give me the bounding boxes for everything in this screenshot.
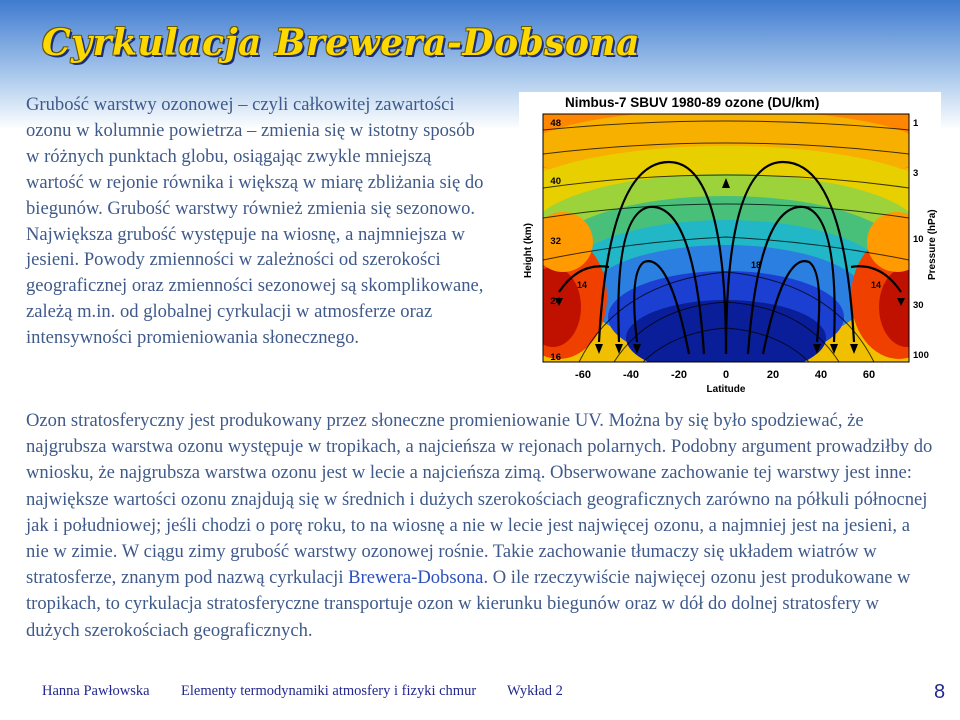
- height-tick: 48: [550, 118, 561, 129]
- ozone-figure: [519, 92, 941, 396]
- ozone-contour-plot: [519, 92, 941, 396]
- pressure-tick: 10: [913, 234, 924, 245]
- pressure-tick: 100: [913, 350, 929, 361]
- latitude-axis-label: Latitude: [706, 384, 746, 395]
- page-number: 8: [934, 681, 946, 703]
- latitude-tick: 0: [722, 369, 730, 381]
- pressure-tick: 3: [913, 168, 919, 179]
- latitude-tick: -60: [575, 369, 591, 381]
- brewer-dobson-highlight: Brewera-Dobsona: [348, 567, 484, 589]
- latitude-tick: -20: [671, 369, 687, 381]
- footer-course: Elementy termodynamiki atmosfery i fizyki chmur: [181, 683, 477, 699]
- contour-label: 14: [577, 280, 588, 290]
- contour-label: 14: [871, 280, 882, 290]
- latitude-tick: 20: [766, 369, 780, 381]
- footer-lecture: Wykład 2: [507, 683, 563, 699]
- latitude-tick: -40: [623, 369, 639, 381]
- intro-paragraph: Grubość warstwy ozonowej – czyli całkowitej zawartości ozonu w kolumnie powietrza – zmienia się w istotny sposób w różnych punktach globu, osiągając zwykle mniejszą wartość w rejonie równika i większą w miarę zbliżania się do biegunów. Grubość warstwy również zmienia się sezonowo. Największa grubość występuje na wiosnę, a najmniejsza w jesieni. Powody zmienności w zależności od szerokości geograficznej oraz zmienności sezonowej są skomplikowane, zależą m.in. od globalnej cyrkulacji w atmosferze oraz intensywności promieniowania słonecznego.: [26, 94, 484, 349]
- body-text-pre: Ozon stratosferyczny jest produkowany przez słoneczne promieniowanie UV. Można by się było spodziewać, że najgrubsza warstwa ozonu występuje w tropikach, a najcieńsza w rejonach polarnych. Podobny argument prowadziłby do wniosku, że najgrubsza warstwa ozonu jest w lecie a najcieńsza zimą. Obserwowane zachowanie tej warstwy jest inne: największe wartości ozonu znajdują się w średnich i dużych szerokościach geograficznych zarówno na półkuli północnej jak i południowej; jeśli chodzi o porę roku, to na wiosnę a nie w lecie jest najwięcej ozonu, a najmniej jest na jesieni, a nie w zimie. W ciągu zimy grubość warstwy ozonowej rośnie. Takie zachowanie tłumaczy się układem wiatrów w stratosferze, znanym pod nazwą cyrkulacji: [26, 410, 933, 589]
- height-tick: 40: [550, 176, 561, 187]
- pressure-tick: 1: [913, 118, 919, 129]
- height-tick: 32: [550, 236, 561, 247]
- contour-field: [519, 96, 941, 376]
- height-axis-label: Height (km): [523, 223, 534, 278]
- latitude-tick: 40: [814, 369, 828, 381]
- figure-title: Nimbus-7 SBUV 1980-89 ozone (DU/km): [565, 95, 820, 110]
- latitude-tick: 60: [862, 369, 876, 381]
- contour-label: 18: [751, 260, 762, 270]
- body-paragraph: [26, 408, 936, 644]
- pressure-axis-label: Pressure (hPa): [927, 209, 938, 280]
- height-tick: 24: [550, 296, 561, 307]
- slide-footer: [0, 680, 960, 710]
- slide-title: Cyrkulacja Brewera-Dobsona: [42, 22, 641, 64]
- body-text-post: . O ile rzeczywiście najwięcej ozonu jest produkowane w tropikach, to cyrkulacja stratosferyczne transportuje ozon w kierunku biegunów oraz w dół do dolnej stratosfery w dużych szerokościach geograficznych.: [26, 567, 911, 641]
- height-tick: 16: [550, 352, 561, 363]
- pressure-tick: 30: [913, 300, 924, 311]
- footer-author: Hanna Pawłowska: [42, 683, 150, 699]
